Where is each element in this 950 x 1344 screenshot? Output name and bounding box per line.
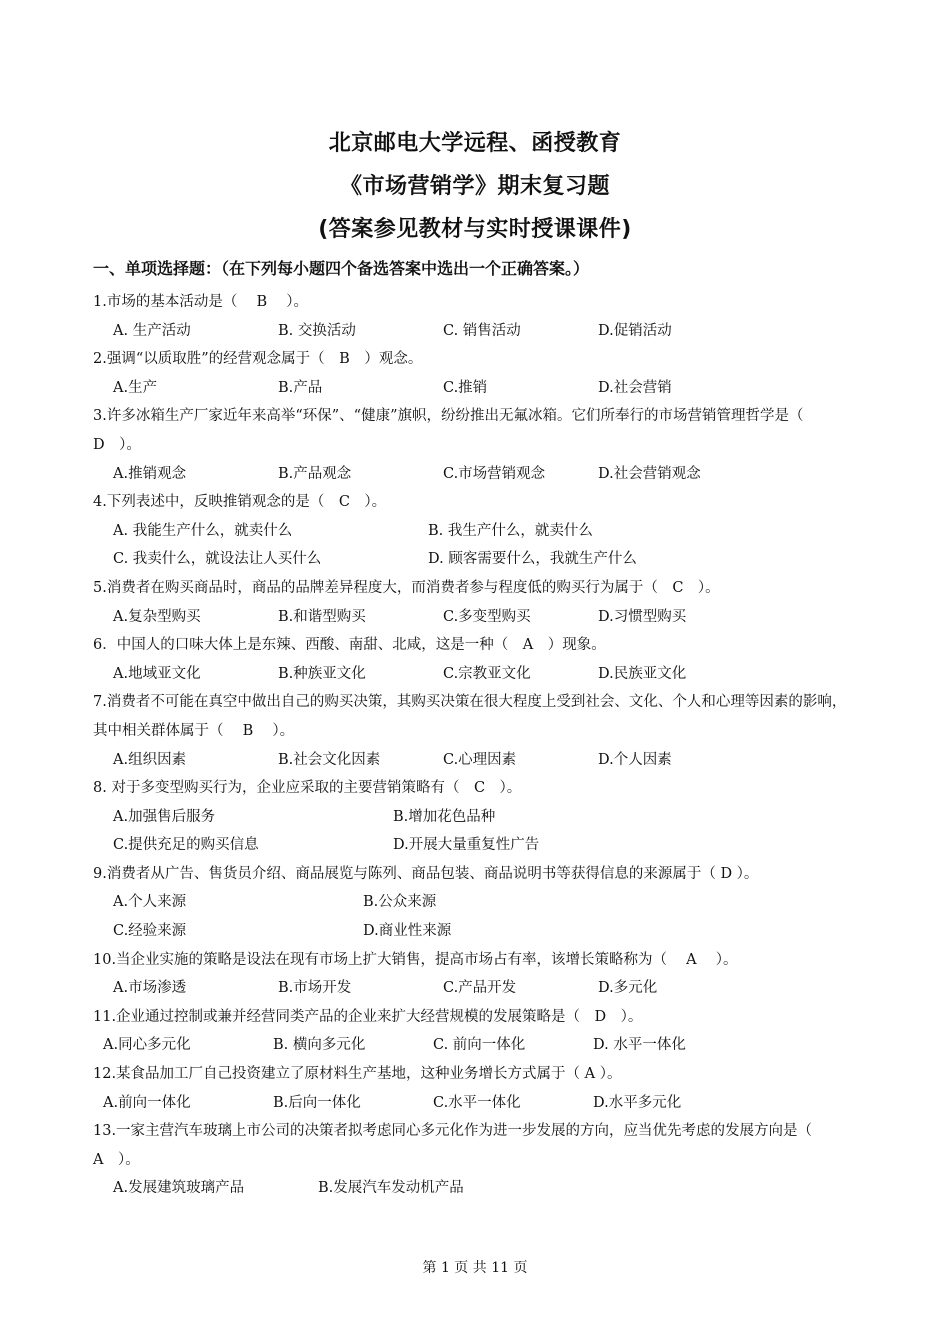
page-note: (答案参见教材与实时授课课件) [318, 217, 632, 242]
answer-option: C.经验来源 [113, 923, 187, 940]
question-text: 4.下列表述中，反映推销观念的是（ C ）。 [93, 494, 387, 511]
answer-option: A.发展建筑玻璃产品 [113, 1180, 245, 1197]
answer-option: A.加强售后服务 [113, 808, 216, 825]
answer-option: C. 销售活动 [443, 322, 521, 339]
option-row [93, 1089, 853, 1118]
answer-option: C.多变型购买 [443, 608, 531, 625]
question-item [93, 946, 853, 1003]
option-row [93, 917, 853, 946]
answer-option: D.社会营销 [598, 379, 672, 396]
question-text: 1.市场的基本活动是（ B ）。 [93, 294, 308, 310]
question-text: 6．中国人的口味大体上是东辣、西酸、南甜、北咸，这是一种（ A ）现象。 [93, 637, 606, 654]
page-footer: 第 1 页 共 11 页 [422, 1260, 528, 1276]
answer-option: D. 顾客需要什么，我就生产什么 [428, 551, 637, 568]
option-row [93, 1031, 853, 1060]
option-row [93, 1174, 853, 1203]
question-item [93, 1003, 853, 1060]
answer-option: B. 交换活动 [278, 322, 356, 339]
option-row [93, 746, 853, 775]
answer-option: B.市场开发 [278, 980, 352, 997]
page-subtitle: 《市场营销学》期末复习题 [339, 174, 610, 199]
question-item [93, 488, 853, 574]
answer-option: A. 生产活动 [113, 322, 191, 339]
option-row [93, 460, 853, 489]
question-text: 13.一家主营汽车玻璃上市公司的决策者拟考虑同心多元化作为进一步发展的方向，应当优先考虑的发展方向是（ A ）。 [93, 1123, 827, 1168]
section-heading: 一、单项选择题：（在下列每小题四个备选答案中选出一个正确答案。） [93, 259, 590, 278]
question-text: 11.企业通过控制或兼并经营同类产品的企业来扩大经营规模的发展策略是（ D ）。 [93, 1008, 643, 1025]
answer-option: C.心理因素 [443, 751, 517, 768]
option-row [93, 888, 853, 917]
answer-option: D.商业性来源 [363, 923, 452, 940]
answer-option: C.提供充足的购买信息 [113, 837, 259, 854]
answer-option: B.和谐型购买 [278, 608, 366, 625]
answer-option: D.习惯型购买 [598, 608, 687, 625]
question-text: 5.消费者在购买商品时，商品的品牌差异程度大，而消费者参与程度低的购买行为属于（ C ）。 [93, 579, 720, 596]
answer-option: D.个人因素 [598, 751, 672, 768]
answer-option: C.市场营销观念 [443, 465, 546, 482]
answer-option: A.地域亚文化 [113, 665, 201, 682]
answer-option: D.水平多元化 [593, 1094, 682, 1111]
question-list [93, 288, 853, 1203]
question-item [93, 1060, 853, 1117]
option-row [93, 603, 853, 632]
answer-option: B.社会文化因素 [278, 751, 381, 768]
answer-option: C.水平一体化 [433, 1094, 521, 1111]
question-item [93, 574, 853, 631]
question-item [93, 774, 853, 860]
answer-option: A.前向一体化 [103, 1094, 191, 1111]
answer-option: A. 我能生产什么，就卖什么 [113, 522, 293, 539]
answer-option: A.推销观念 [113, 465, 187, 482]
answer-option: A.复杂型购买 [113, 608, 201, 625]
answer-option: C.推销 [443, 379, 488, 396]
page-title: 北京邮电大学远程、函授教育 [328, 131, 622, 156]
option-row [93, 374, 853, 403]
answer-option: B.公众来源 [363, 894, 437, 911]
option-row [93, 974, 853, 1003]
question-text: 8. 对于多变型购买行为，企业应采取的主要营销策略有（ C ）。 [93, 780, 522, 797]
answer-option: A.组织因素 [113, 751, 187, 768]
question-item [93, 631, 853, 688]
answer-option: B.产品 [278, 379, 323, 396]
answer-option: C.产品开发 [443, 980, 517, 997]
answer-option: A.市场渗透 [113, 980, 187, 997]
answer-option: D.多元化 [598, 980, 658, 997]
question-text: 9.消费者从广告、售货员介绍、商品展览与陈列、商品包装、商品说明书等获得信息的来源属于（ D ）。 [93, 865, 759, 882]
option-row [93, 660, 853, 689]
question-item [93, 402, 853, 488]
answer-option: D.开展大量重复性广告 [393, 837, 540, 854]
answer-option: B.种族亚文化 [278, 665, 366, 682]
answer-option: A.个人来源 [113, 894, 187, 911]
question-item [93, 1117, 853, 1203]
answer-option: B.发展汽车发动机产品 [318, 1180, 464, 1197]
question-item [93, 345, 853, 402]
answer-option: A.同心多元化 [103, 1037, 191, 1054]
answer-option: C.宗教亚文化 [443, 665, 531, 682]
question-item [93, 860, 853, 946]
option-row [93, 831, 853, 860]
answer-option: B.增加花色品种 [393, 808, 496, 825]
option-row [93, 545, 853, 574]
question-item [93, 288, 853, 345]
answer-option: D. 水平一体化 [593, 1037, 686, 1054]
answer-option: B. 横向多元化 [273, 1037, 366, 1054]
question-text: 10.当企业实施的策略是设法在现有市场上扩大销售，提高市场占有率，该增长策略称为（ A ）。 [93, 951, 738, 968]
question-text: 7.消费者不可能在真空中做出自己的购买决策，其购买决策在很大程度上受到社会、文化、个人和心理等因素的影响，其中相关群体属于（ B ）。 [93, 694, 847, 739]
title-block [0, 122, 950, 251]
answer-option: D.民族亚文化 [598, 665, 687, 682]
answer-option: D.促销活动 [598, 322, 672, 339]
question-item [93, 688, 853, 774]
answer-option: B. 我生产什么，就卖什么 [428, 522, 593, 539]
option-row [93, 803, 853, 832]
answer-option: B.产品观念 [278, 465, 352, 482]
option-row [93, 517, 853, 546]
answer-option: C. 前向一体化 [433, 1037, 526, 1054]
question-text: 2.强调“以质取胜”的经营观念属于（ B ）观念。 [93, 351, 423, 368]
answer-option: D.社会营销观念 [598, 465, 701, 482]
answer-option: B.后向一体化 [273, 1094, 361, 1111]
question-text: 3.许多冰箱生产厂家近年来高举“环保”、“健康”旗帜，纷纷推出无氟冰箱。它们所奉行的市场营销管理哲学是（ D ）。 [93, 408, 818, 453]
question-text: 12.某食品加工厂自己投资建立了原材料生产基地，这种业务增长方式属于（ A ）。 [93, 1066, 622, 1083]
option-row [93, 317, 853, 346]
answer-option: A.生产 [113, 379, 158, 396]
answer-option: C. 我卖什么，就设法让人买什么 [113, 551, 322, 568]
